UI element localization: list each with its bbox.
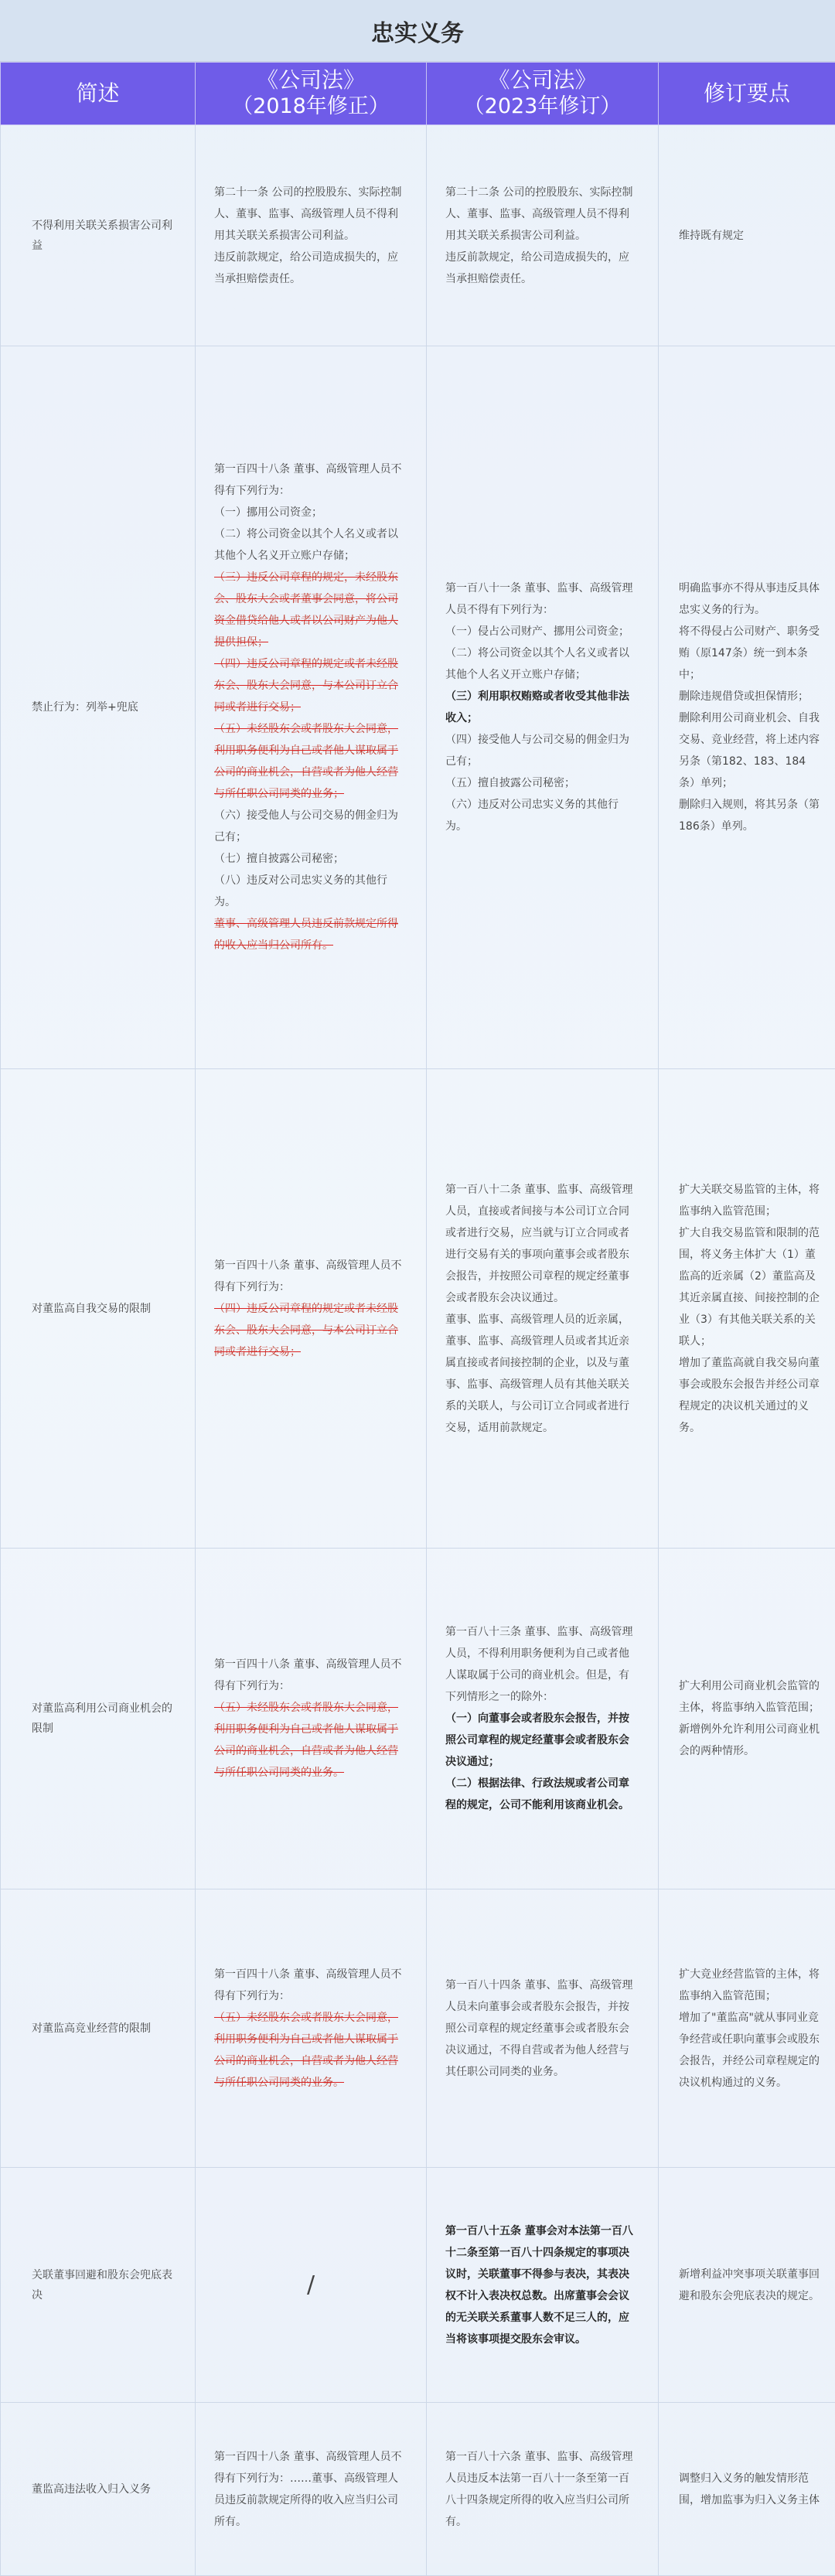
new-law-cell xyxy=(427,1889,659,2168)
clause-text: 第一百八十三条 董事、监事、高级管理人员，不得利用职务便利为自己或者他人谋取属于公司的商业机会。但是，有下列情形之一的除外： xyxy=(445,1621,639,1708)
clause-text: （七）擅自披露公司秘密； xyxy=(214,848,407,870)
clause-text: 第一百八十五条 董事会对本法第一百八十二条至第一百八十四条规定的事项决议时，关联董事不得参与表决，其表决权不计入表决权总数。出席董事会会议的无关联关系董事人数不足三人的，应当将该事项提交股东会审议。 xyxy=(445,2220,639,2350)
revision-note-cell xyxy=(659,125,835,346)
header-law-2018-edition: （2018年修正） xyxy=(196,94,426,120)
deleted-clause: （五）未经股东会或者股东大会同意，利用职务便利为自己或者他人谋取属于公司的商业机会，自营或者为他人经营与所任职公司同类的业务； xyxy=(214,718,407,805)
table-row xyxy=(1,2168,835,2403)
new-law-cell xyxy=(427,2168,659,2403)
clause-text: 第一百八十二条 董事、监事、高级管理人员，直接或者间接与本公司订立合同或者进行交易，应当就与订立合同或者进行交易有关的事项向董事会或者股东会报告，并按照公司章程的规定经董事会或者股东会决议通过。 xyxy=(445,1179,639,1309)
row-summary: 对董监高自我交易的限制 xyxy=(1,1069,196,1549)
old-law-cell xyxy=(196,2403,427,2576)
clause-text: （六）违反对公司忠实义务的其他行为。 xyxy=(445,794,639,837)
new-law-cell xyxy=(427,1069,659,1549)
old-law-cell xyxy=(196,125,427,346)
revision-note-cell xyxy=(659,2168,835,2403)
table-row xyxy=(1,125,835,346)
row-summary: 对董监高竞业经营的限制 xyxy=(1,1889,196,2168)
deleted-clause: （四）违反公司章程的规定或者未经股东会、股东大会同意，与本公司订立合同或者进行交易； xyxy=(214,1298,407,1363)
clause-text: 扩大自我交易监管和限制的范围，将义务主体扩大（1）董监高的近亲属（2）董监高及其近亲属直接、间接控制的企业（3）有其他关联关系的关联人； xyxy=(679,1222,820,1352)
row-summary: 禁止行为：列举+兜底 xyxy=(1,346,196,1069)
clause-text: 第一百四十八条 董事、高级管理人员不得有下列行为： xyxy=(214,1654,407,1697)
clause-text: 第一百八十六条 董事、监事、高级管理人员违反本法第一百八十一条至第一百八十四条规定所得的收入应当归公司所有。 xyxy=(445,2446,639,2533)
old-law-cell xyxy=(196,1889,427,2168)
clause-text: 将不得侵占公司财产、职务受贿（原147条）统一到本条中； xyxy=(679,621,820,686)
row-summary: 关联董事回避和股东会兜底表决 xyxy=(1,2168,196,2403)
clause-text: （五）擅自披露公司秘密； xyxy=(445,772,639,794)
old-law-cell xyxy=(196,346,427,1069)
clause-text: （一）向董事会或者股东会报告，并按照公司章程的规定经董事会或者股东会决议通过； xyxy=(445,1708,639,1773)
new-law-cell xyxy=(427,346,659,1069)
table-row xyxy=(1,2403,835,2576)
table-header-row xyxy=(1,63,835,125)
table-row xyxy=(1,1549,835,1889)
deleted-clause: （五）未经股东会或者股东大会同意，利用职务便利为自己或者他人谋取属于公司的商业机会，自营或者为他人经营与所任职公司同类的业务。 xyxy=(214,1697,407,1784)
clause-text: 删除利用公司商业机会、自我交易、竞业经营，将上述内容另条（第182、183、184条）单列； xyxy=(679,707,820,794)
table-row xyxy=(1,346,835,1069)
clause-text: （一）挪用公司资金； xyxy=(214,502,407,523)
page-title: 忠实义务 xyxy=(0,0,835,62)
deleted-clause: 董事、高级管理人员违反前款规定所得的收入应当归公司所有。 xyxy=(214,913,407,956)
clause-text: （三）利用职权贿赂或者收受其他非法收入； xyxy=(445,686,639,729)
clause-text: （六）接受他人与公司交易的佣金归为己有； xyxy=(214,805,407,848)
header-revision-points: 修订要点 xyxy=(659,63,835,125)
deleted-clause: （三）违反公司章程的规定，未经股东会、股东大会或者董事会同意，将公司资金借贷给他人或者以公司财产为他人提供担保； xyxy=(214,567,407,653)
clause-text: 维持既有规定 xyxy=(679,225,820,247)
revision-note-cell xyxy=(659,346,835,1069)
clause-text: 第一百八十四条 董事、监事、高级管理人员未向董事会或者股东会报告，并按照公司章程的规定经董事会或者股东会决议通过，不得自营或者为他人经营与其任职公司同类的业务。 xyxy=(445,1975,639,2083)
clause-text: 新增利益冲突事项关联董事回避和股东会兜底表决的规定。 xyxy=(679,2264,820,2307)
table-row xyxy=(1,1889,835,2168)
clause-text: 扩大利用公司商业机会监管的主体，将监事纳入监管范围； xyxy=(679,1675,820,1719)
revision-note-cell xyxy=(659,1069,835,1549)
clause-text: 调整归入义务的触发情形范围，增加监事为归入义务主体 xyxy=(679,2468,820,2511)
table-body xyxy=(1,125,835,2576)
old-law-cell xyxy=(196,1549,427,1889)
clause-text: （四）接受他人与公司交易的佣金归为己有； xyxy=(445,729,639,772)
header-summary: 简述 xyxy=(1,63,196,125)
old-law-cell xyxy=(196,1069,427,1549)
clause-text: （二）根据法律、行政法规或者公司章程的规定，公司不能利用该商业机会。 xyxy=(445,1773,639,1816)
deleted-clause: （五）未经股东会或者股东大会同意，利用职务便利为自己或者他人谋取属于公司的商业机会，自营或者为他人经营与所任职公司同类的业务。 xyxy=(214,2007,407,2094)
clause-text: 增加了"董监高"就从事同业竞争经营或任职向董事会或股东会报告，并经公司章程规定的决议机构通过的义务。 xyxy=(679,2007,820,2094)
header-law-2023-title: 《公司法》 xyxy=(488,67,596,93)
deleted-clause: （四）违反公司章程的规定或者未经股东会、股东大会同意，与本公司订立合同或者进行交易； xyxy=(214,653,407,718)
clause-text: 违反前款规定，给公司造成损失的，应当承担赔偿责任。 xyxy=(445,247,639,290)
clause-text: 第一百四十八条 董事、高级管理人员不得有下列行为： xyxy=(214,1255,407,1298)
row-summary: 不得利用关联关系损害公司利益 xyxy=(1,125,196,346)
clause-text: 删除归入规则，将其另条（第186条）单列。 xyxy=(679,794,820,837)
header-law-2018-title: 《公司法》 xyxy=(257,67,365,93)
clause-text: 新增例外允许利用公司商业机会的两种情形。 xyxy=(679,1719,820,1762)
clause-text: 第二十一条 公司的控股股东、实际控制人、董事、监事、高级管理人员不得利用其关联关系损害公司利益。 xyxy=(214,182,407,247)
revision-note-cell xyxy=(659,1889,835,2168)
clause-text: （二）将公司资金以其个人名义或者以其他个人名义开立账户存储； xyxy=(445,642,639,686)
clause-text: （八）违反对公司忠实义务的其他行为。 xyxy=(214,870,407,913)
header-law-2023 xyxy=(427,63,659,125)
new-law-cell xyxy=(427,1549,659,1889)
clause-text: 扩大竞业经营监管的主体，将监事纳入监管范围； xyxy=(679,1964,820,2007)
clause-text: 第一百四十八条 董事、高级管理人员不得有下列行为：……董事、高级管理人员违反前款规定所得的收入应当归公司所有。 xyxy=(214,2446,407,2533)
clause-text: （二）将公司资金以其个人名义或者以其他个人名义开立账户存储； xyxy=(214,523,407,567)
revision-note-cell xyxy=(659,2403,835,2576)
clause-text: （一）侵占公司财产、挪用公司资金； xyxy=(445,621,639,642)
old-law-cell-empty: / xyxy=(196,2168,427,2403)
clause-text: 违反前款规定，给公司造成损失的，应当承担赔偿责任。 xyxy=(214,247,407,290)
clause-text: 增加了董监高就自我交易向董事会或股东会报告并经公司章程规定的决议机关通过的义务。 xyxy=(679,1352,820,1439)
clause-text: 第二十二条 公司的控股股东、实际控制人、董事、监事、高级管理人员不得利用其关联关系损害公司利益。 xyxy=(445,182,639,247)
clause-text: 扩大关联交易监管的主体，将监事纳入监管范围； xyxy=(679,1179,820,1222)
table-row xyxy=(1,1069,835,1549)
header-law-2023-edition: （2023年修订） xyxy=(427,94,658,120)
row-summary: 董监高违法收入归入义务 xyxy=(1,2403,196,2576)
new-law-cell xyxy=(427,125,659,346)
clause-text: 删除违规借贷或担保情形； xyxy=(679,686,820,707)
header-law-2018 xyxy=(196,63,427,125)
row-summary: 对董监高利用公司商业机会的限制 xyxy=(1,1549,196,1889)
new-law-cell xyxy=(427,2403,659,2576)
clause-text: 第一百八十一条 董事、监事、高级管理人员不得有下列行为： xyxy=(445,578,639,621)
clause-text: 明确监事亦不得从事违反具体忠实义务的行为。 xyxy=(679,578,820,621)
revision-note-cell xyxy=(659,1549,835,1889)
clause-text: 第一百四十八条 董事、高级管理人员不得有下列行为： xyxy=(214,1964,407,2007)
comparison-table xyxy=(0,62,835,2576)
clause-text: 董事、监事、高级管理人员的近亲属，董事、监事、高级管理人员或者其近亲属直接或者间接控制的企业，以及与董事、监事、高级管理人员有其他关联关系的关联人，与公司订立合同或者进行交易，适用前款规定。 xyxy=(445,1309,639,1439)
clause-text: 第一百四十八条 董事、高级管理人员不得有下列行为： xyxy=(214,458,407,502)
